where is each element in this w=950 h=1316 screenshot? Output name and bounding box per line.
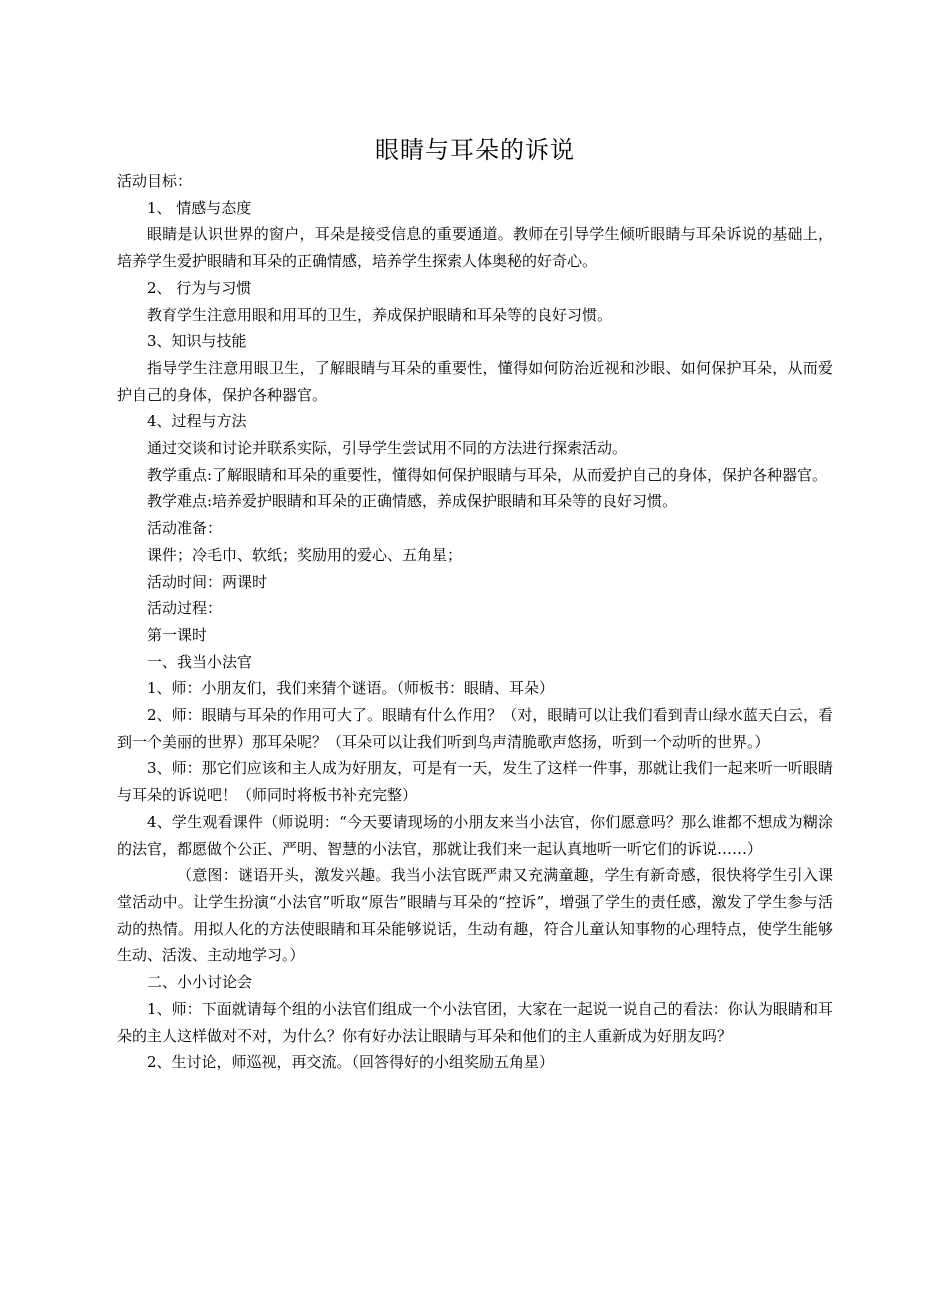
paragraph: 活动准备： bbox=[147, 519, 223, 538]
paragraph: 一、我当小法官 bbox=[147, 652, 253, 671]
paragraph: 课件；冷毛巾、软纸；奖励用的爱心、五角星； bbox=[147, 545, 463, 564]
paragraph: 4、过程与方法 bbox=[147, 412, 247, 431]
paragraph-list bbox=[117, 168, 833, 1076]
paragraph: 活动目标： bbox=[117, 172, 193, 190]
paragraph: 教学重点:了解眼睛和耳朵的重要性，懂得如何保护眼睛与耳朵，从而爱护自己的身体，保护各种器官。 bbox=[147, 465, 828, 484]
paragraph: 1、 情感与态度 bbox=[147, 198, 252, 217]
paragraph: 2、 行为与习惯 bbox=[147, 278, 252, 297]
paragraph: 教学难点:培养爱护眼睛和耳朵的正确情感，养成保护眼睛和耳朵等的良好习惯。 bbox=[147, 492, 678, 511]
paragraph: 二、小小讨论会 bbox=[147, 973, 253, 992]
paragraph: 3、师：那它们应该和主人成为好朋友，可是有一天，发生了这样一件事，那就让我们一起来听一听眼睛与耳朵的诉说吧！（师同时将板书补充完整） bbox=[117, 759, 833, 805]
paragraph: 2、师：眼睛与耳朵的作用可大了。眼睛有什么作用？（对，眼睛可以让我们看到青山绿水蓝天白云，看到一个美丽的世界）那耳朵呢？（耳朵可以让我们听到鸟声清脆歌声悠扬，听到一个动听的世界。） bbox=[117, 706, 833, 751]
paragraph: 4、学生观看课件（师说明：“今天要请现场的小朋友来当小法官，你们愿意吗？那么谁都不想成为糊涂的法官，都愿做个公正、严明、智慧的小法官，那就让我们来一起认真地听一听它们的诉说……） bbox=[117, 812, 833, 858]
paragraph: 第一课时 bbox=[147, 625, 208, 644]
paragraph: 活动过程： bbox=[147, 599, 223, 618]
paragraph: 3、知识与技能 bbox=[147, 332, 247, 351]
paragraph: 眼睛是认识世界的窗户，耳朵是接受信息的重要通道。教师在引导学生倾听眼睛与耳朵诉说的基础上，培养学生爱护眼睛和耳朵的正确情感，培养学生探索人体奥秘的好奇心。 bbox=[117, 225, 833, 271]
paragraph: 通过交谈和讨论并联系实际，引导学生尝试用不同的方法进行探索活动。 bbox=[147, 439, 628, 458]
paragraph: 1、师：下面就请每个组的小法官们组成一个小法官团，大家在一起说一说自己的看法：你认为眼睛和耳朵的主人这样做对不对，为什么？你有好办法让眼睛与耳朵和他们的主人重新成为好朋友吗？ bbox=[117, 999, 833, 1045]
paragraph: （意图：谜语开头，激发兴趣。我当小法官既严肃又充满童趣，学生有新奇感，很快将学生引入课堂活动中。让学生扮演“小法官”听取“原告”眼睛与耳朵的“控诉”，增强了学生的责任感，激发了学生参与活动的热情。用拟人化的方法使眼睛和耳朵能够说话，生动有趣，符合儿童认知事物的心理特点，使学生能够生动、活泼、主动地学习。） bbox=[117, 866, 833, 965]
document-title: 眼睛与耳朵的诉说 bbox=[375, 136, 575, 164]
paragraph: 指导学生注意用眼卫生，了解眼睛与耳朵的重要性，懂得如何防治近视和沙眼、如何保护耳朵，从而爱护自己的身体，保护各种器官。 bbox=[117, 358, 833, 404]
paragraph: 1、师：小朋友们，我们来猜个谜语。（师板书：眼睛、耳朵） bbox=[147, 679, 555, 698]
paragraph: 教育学生注意用眼和用耳的卫生，养成保护眼睛和耳朵等的良好习惯。 bbox=[147, 305, 613, 324]
document-body bbox=[117, 132, 833, 1076]
paragraph: 活动时间：两课时 bbox=[147, 572, 268, 591]
paragraph: 2、生讨论，师巡视，再交流。（回答得好的小组奖励五角星） bbox=[147, 1053, 555, 1072]
